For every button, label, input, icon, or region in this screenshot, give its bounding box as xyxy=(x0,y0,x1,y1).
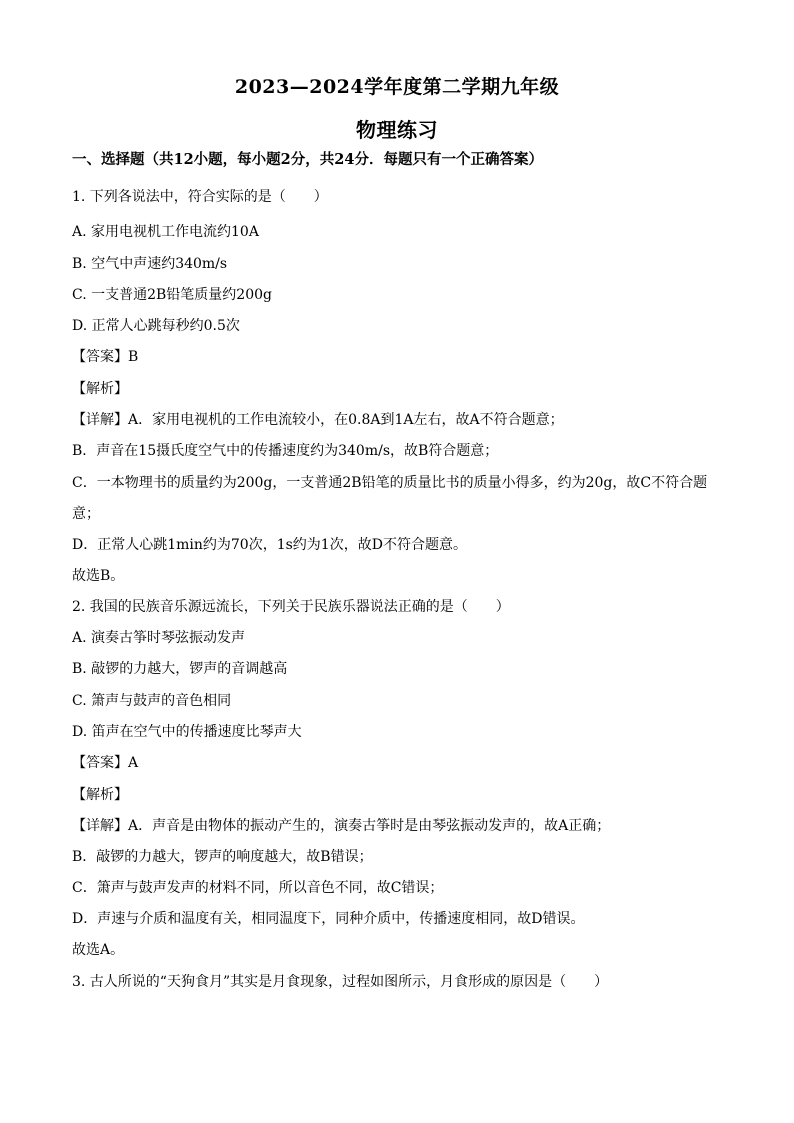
analysis-label: 【解析】 xyxy=(72,381,128,397)
option-a: A. 演奏古筝时琴弦振动发声 xyxy=(72,630,246,646)
option-b: B. 敲锣的力越大，锣声的音调越高 xyxy=(72,661,288,677)
analysis-label: 【解析】 xyxy=(72,787,128,803)
option-c: C. 一支普通2B铅笔质量约200g xyxy=(72,287,272,303)
detail-line: B．声音在15摄氏度空气中的传播速度约为340m/s，故B符合题意； xyxy=(72,443,499,459)
option-c: C. 箫声与鼓声的音色相同 xyxy=(72,693,232,709)
answer-label: 【答案】A xyxy=(72,755,139,771)
question-stem: 1. 下列各说法中，符合实际的是（ ） xyxy=(72,189,328,205)
detail-line: 【详解】A．家用电视机的工作电流较小，在0.8A到1A左右，故A不符合题意； xyxy=(72,412,564,428)
conclusion-line: 故选A。 xyxy=(72,942,125,958)
option-d: D. 正常人心跳每秒约0.5次 xyxy=(72,318,240,334)
conclusion-line: 故选B。 xyxy=(72,568,125,584)
detail-line: C．一本物理书的质量约为200g，一支普通2B铅笔的质量比书的质量小得多，约为20g，故C不符合题 xyxy=(72,475,708,491)
detail-line: D．正常人心跳1min约为70次，1s约为1次，故D不符合题意。 xyxy=(72,537,467,553)
option-b: B. 空气中声速约340m/s xyxy=(72,256,228,272)
detail-line: C．箫声与鼓声发声的材料不同，所以音色不同，故C错误； xyxy=(72,880,444,896)
question-stem: 2. 我国的民族音乐源远流长，下列关于民族乐器说法正确的是（ ） xyxy=(72,599,510,615)
detail-line: B．敲锣的力越大，锣声的响度越大，故B错误； xyxy=(72,849,373,865)
page-subtitle: 物理练习 xyxy=(356,118,438,142)
detail-line: 意； xyxy=(72,506,100,522)
section-heading: 一、选择题（共12小题，每小题2分，共24分．每题只有一个正确答案） xyxy=(72,151,543,168)
question-stem: 3. 古人所说的“天狗食月”其实是月食现象，过程如图所示，月食形成的原因是（ ） xyxy=(72,974,609,990)
answer-label: 【答案】B xyxy=(72,349,139,365)
detail-line: D．声速与介质和温度有关，相同温度下，同种介质中，传播速度相同，故D错误。 xyxy=(72,911,585,927)
option-d: D. 笛声在空气中的传播速度比琴声大 xyxy=(72,724,302,740)
page-title: 2023—2024学年度第二学期九年级 xyxy=(234,76,560,98)
detail-line: 【详解】A．声音是由物体的振动产生的，演奏古筝时是由琴弦振动发声的，故A正确； xyxy=(72,818,611,834)
option-a: A. 家用电视机工作电流约10A xyxy=(72,224,259,240)
